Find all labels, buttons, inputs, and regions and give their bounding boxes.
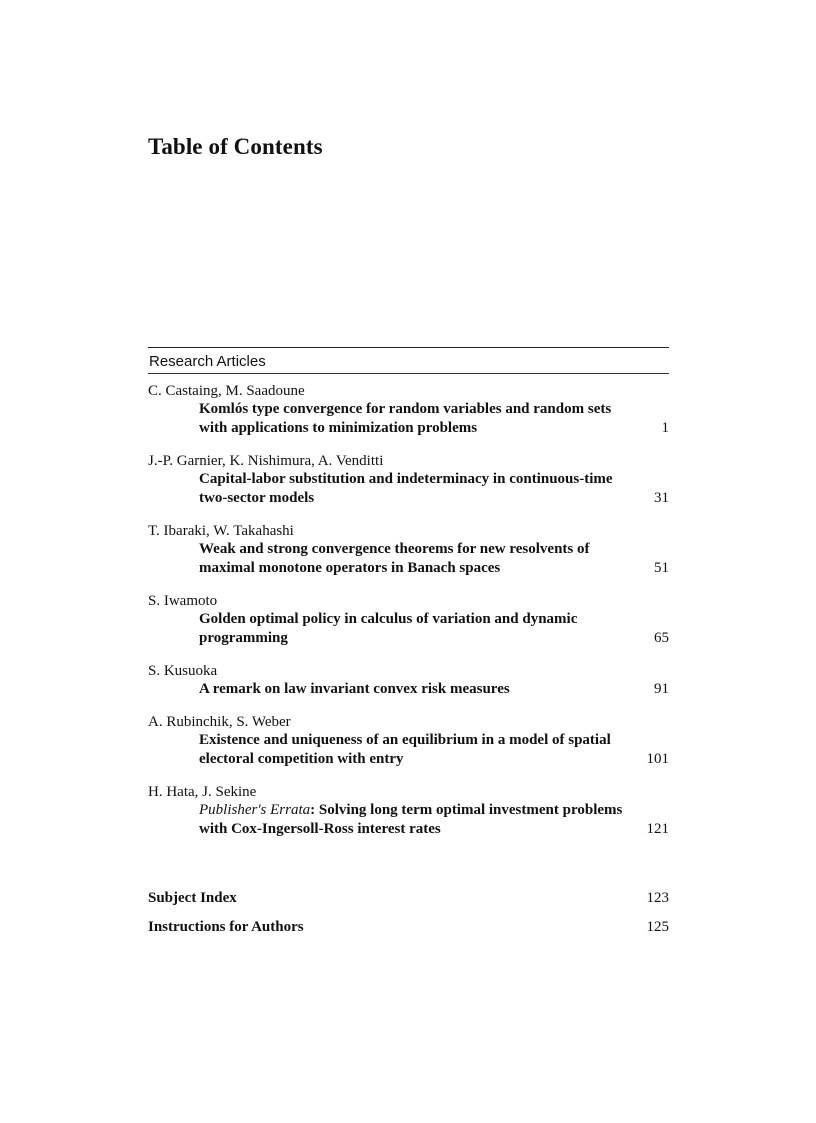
entry-title[interactable]: Capital-labor substitution and indeterminacy in continuous-time two-sector models [199, 471, 613, 506]
toc-entry[interactable] [148, 382, 669, 438]
entry-authors: C. Castaing, M. Saadoune [148, 383, 305, 399]
toc-entry[interactable] [148, 662, 669, 699]
errata-label: Publisher's Errata [199, 802, 311, 818]
entry-title-row [148, 400, 669, 438]
entry-page-number: 1 [661, 420, 669, 436]
entry-page-number: 121 [646, 821, 669, 837]
entry-page-number: 31 [654, 490, 669, 506]
toc-entry[interactable] [148, 592, 669, 648]
backmatter-page-number: 123 [646, 890, 669, 906]
entry-title-row [148, 680, 669, 699]
entry-authors: S. Iwamoto [148, 593, 218, 609]
backmatter-label: Instructions for Authors [148, 919, 304, 935]
backmatter-page-number: 125 [646, 919, 669, 935]
entry-page-number: 51 [654, 560, 669, 576]
entry-title-text: : Solving long term optimal investment problems with Cox-Ingersoll-Ross interest rates [199, 802, 623, 837]
entry-title-row [148, 540, 669, 578]
backmatter-item-subject-index[interactable] [148, 888, 669, 908]
section-bottom-rule [148, 373, 669, 374]
entry-authors: H. Hata, J. Sekine [148, 784, 257, 800]
toc-entry[interactable] [148, 522, 669, 578]
entry-authors: S. Kusuoka [148, 663, 218, 679]
entry-page-number: 91 [654, 681, 669, 697]
entry-title-row [148, 801, 669, 839]
toc-entry[interactable] [148, 783, 669, 839]
research-articles-section [148, 347, 669, 853]
entry-authors: T. Ibaraki, W. Takahashi [148, 523, 294, 539]
entry-title[interactable]: Weak and strong convergence theorems for new resolvents of maximal monotone operators in Banach spaces [199, 541, 590, 576]
entry-authors: J.-P. Garnier, K. Nishimura, A. Venditti [148, 453, 384, 469]
entry-page-number: 101 [646, 751, 669, 767]
entry-title[interactable]: Existence and uniqueness of an equilibrium in a model of spatial electoral competition with entry [199, 732, 611, 767]
section-heading: Research Articles [149, 353, 266, 370]
entry-page-number: 65 [654, 630, 669, 646]
toc-entry[interactable] [148, 713, 669, 769]
entry-title[interactable]: Golden optimal policy in calculus of variation and dynamic programming [199, 611, 578, 646]
toc-entry[interactable] [148, 452, 669, 508]
backmatter-item-instructions[interactable] [148, 917, 669, 937]
entry-title[interactable] [148, 801, 629, 839]
entry-authors: A. Rubinchik, S. Weber [148, 714, 291, 730]
page-title: Table of Contents [148, 134, 323, 159]
entry-title[interactable]: Komlós type convergence for random variables and random sets with applications to minimization problems [199, 401, 612, 436]
entry-title-row [148, 470, 669, 508]
entry-title-row [148, 731, 669, 769]
entry-title[interactable]: A remark on law invariant convex risk measures [199, 681, 510, 697]
backmatter-label: Subject Index [148, 890, 237, 906]
backmatter [148, 888, 669, 946]
entry-title-row [148, 610, 669, 648]
